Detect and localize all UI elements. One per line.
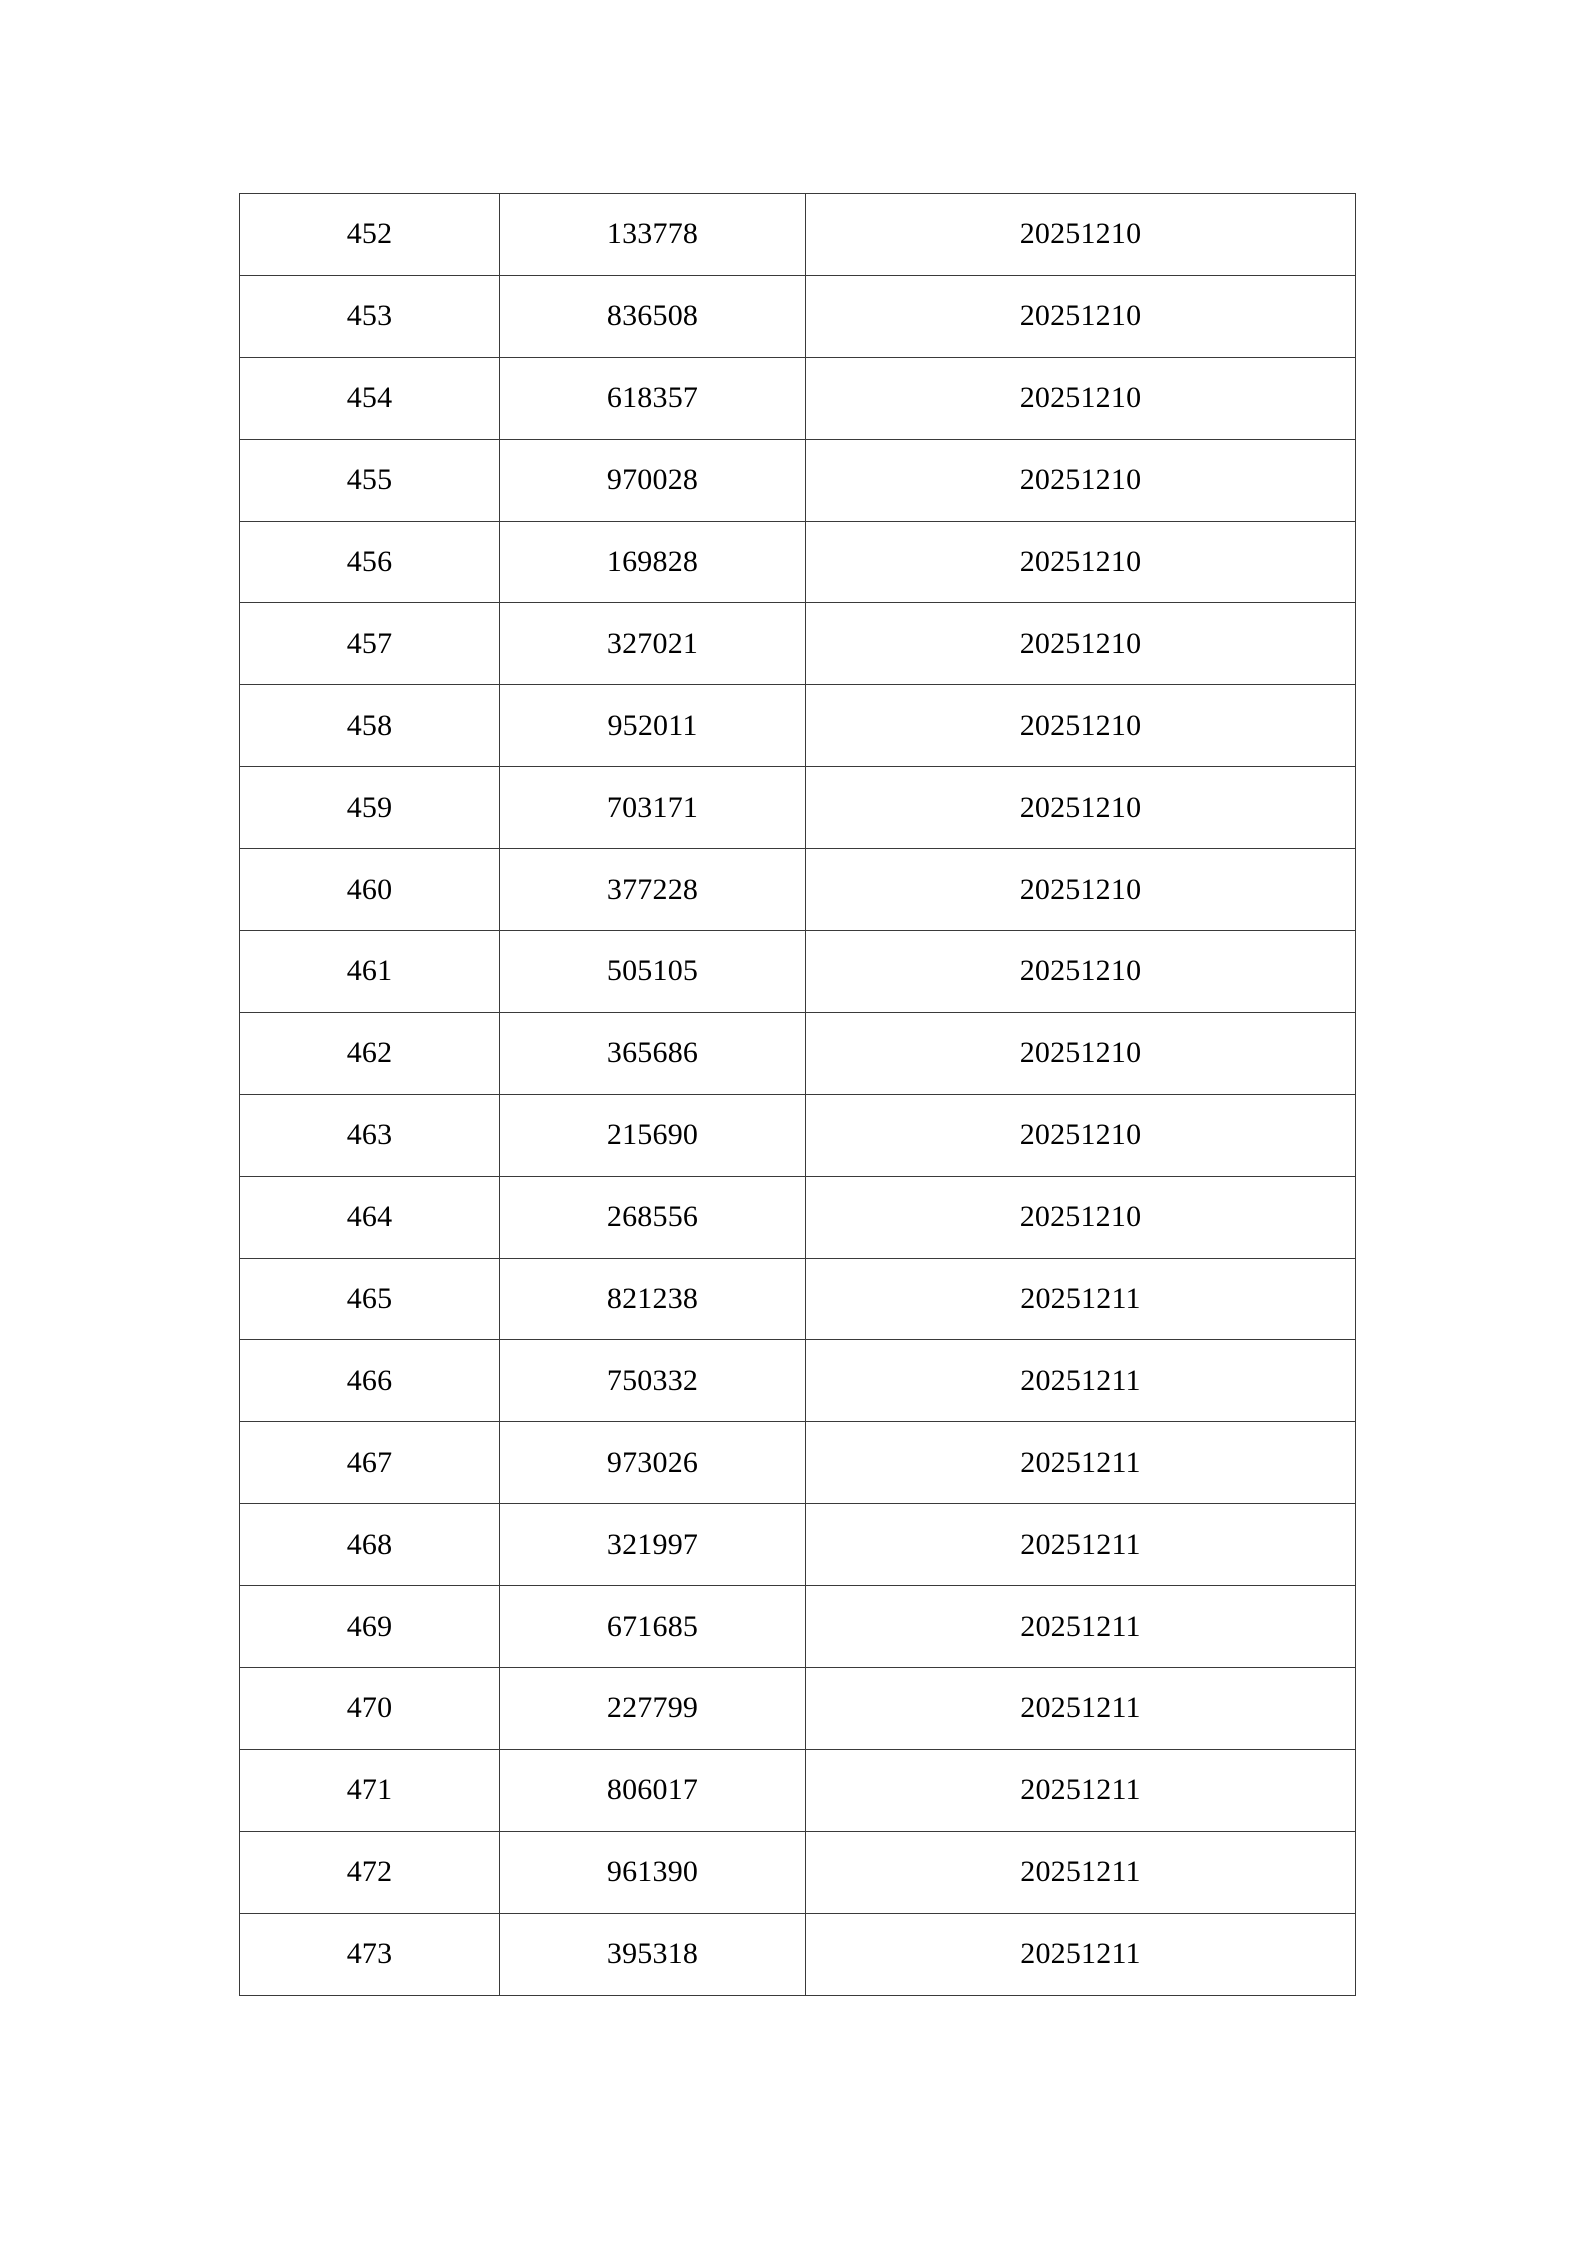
code-cell: 671685 <box>500 1586 806 1668</box>
table-row <box>240 1258 1356 1340</box>
date-cell: 20251211 <box>806 1258 1356 1340</box>
date-cell: 20251210 <box>806 1012 1356 1094</box>
table-row <box>240 1504 1356 1586</box>
row-number-cell: 473 <box>240 1913 500 1995</box>
table-row <box>240 275 1356 357</box>
date-cell: 20251211 <box>806 1340 1356 1422</box>
table-row <box>240 1749 1356 1831</box>
table-row <box>240 1094 1356 1176</box>
table-row <box>240 521 1356 603</box>
date-cell: 20251211 <box>806 1749 1356 1831</box>
code-cell: 321997 <box>500 1504 806 1586</box>
date-cell: 20251210 <box>806 439 1356 521</box>
date-cell: 20251210 <box>806 603 1356 685</box>
date-cell: 20251211 <box>806 1586 1356 1668</box>
row-number-cell: 465 <box>240 1258 500 1340</box>
row-number-cell: 468 <box>240 1504 500 1586</box>
table-row <box>240 931 1356 1013</box>
code-cell: 821238 <box>500 1258 806 1340</box>
data-table <box>239 193 1356 1996</box>
table-row <box>240 1422 1356 1504</box>
date-cell: 20251211 <box>806 1913 1356 1995</box>
date-cell: 20251210 <box>806 521 1356 603</box>
row-number-cell: 470 <box>240 1668 500 1750</box>
code-cell: 806017 <box>500 1749 806 1831</box>
code-cell: 973026 <box>500 1422 806 1504</box>
row-number-cell: 466 <box>240 1340 500 1422</box>
date-cell: 20251210 <box>806 931 1356 1013</box>
code-cell: 227799 <box>500 1668 806 1750</box>
date-cell: 20251210 <box>806 194 1356 276</box>
table-row <box>240 357 1356 439</box>
code-cell: 377228 <box>500 849 806 931</box>
date-cell: 20251211 <box>806 1668 1356 1750</box>
table-row <box>240 194 1356 276</box>
code-cell: 215690 <box>500 1094 806 1176</box>
table-row <box>240 685 1356 767</box>
row-number-cell: 454 <box>240 357 500 439</box>
row-number-cell: 472 <box>240 1831 500 1913</box>
table-row <box>240 1913 1356 1995</box>
row-number-cell: 456 <box>240 521 500 603</box>
row-number-cell: 461 <box>240 931 500 1013</box>
row-number-cell: 453 <box>240 275 500 357</box>
code-cell: 169828 <box>500 521 806 603</box>
row-number-cell: 458 <box>240 685 500 767</box>
row-number-cell: 464 <box>240 1176 500 1258</box>
date-cell: 20251211 <box>806 1422 1356 1504</box>
table-row <box>240 1586 1356 1668</box>
date-cell: 20251210 <box>806 1176 1356 1258</box>
code-cell: 133778 <box>500 194 806 276</box>
date-cell: 20251210 <box>806 685 1356 767</box>
code-cell: 961390 <box>500 1831 806 1913</box>
row-number-cell: 457 <box>240 603 500 685</box>
table-row <box>240 439 1356 521</box>
code-cell: 750332 <box>500 1340 806 1422</box>
date-cell: 20251210 <box>806 357 1356 439</box>
row-number-cell: 467 <box>240 1422 500 1504</box>
row-number-cell: 463 <box>240 1094 500 1176</box>
row-number-cell: 471 <box>240 1749 500 1831</box>
table-row <box>240 849 1356 931</box>
date-cell: 20251210 <box>806 1094 1356 1176</box>
code-cell: 836508 <box>500 275 806 357</box>
table-row <box>240 1831 1356 1913</box>
date-cell: 20251211 <box>806 1504 1356 1586</box>
table-row <box>240 767 1356 849</box>
date-cell: 20251210 <box>806 275 1356 357</box>
code-cell: 365686 <box>500 1012 806 1094</box>
table-body <box>240 194 1356 1996</box>
date-cell: 20251210 <box>806 849 1356 931</box>
row-number-cell: 460 <box>240 849 500 931</box>
code-cell: 268556 <box>500 1176 806 1258</box>
row-number-cell: 469 <box>240 1586 500 1668</box>
code-cell: 327021 <box>500 603 806 685</box>
table-row <box>240 603 1356 685</box>
code-cell: 618357 <box>500 357 806 439</box>
table-row <box>240 1668 1356 1750</box>
table-row <box>240 1012 1356 1094</box>
table-row <box>240 1176 1356 1258</box>
date-cell: 20251210 <box>806 767 1356 849</box>
code-cell: 703171 <box>500 767 806 849</box>
code-cell: 952011 <box>500 685 806 767</box>
table-row <box>240 1340 1356 1422</box>
date-cell: 20251211 <box>806 1831 1356 1913</box>
code-cell: 505105 <box>500 931 806 1013</box>
row-number-cell: 462 <box>240 1012 500 1094</box>
code-cell: 395318 <box>500 1913 806 1995</box>
row-number-cell: 455 <box>240 439 500 521</box>
code-cell: 970028 <box>500 439 806 521</box>
row-number-cell: 452 <box>240 194 500 276</box>
row-number-cell: 459 <box>240 767 500 849</box>
